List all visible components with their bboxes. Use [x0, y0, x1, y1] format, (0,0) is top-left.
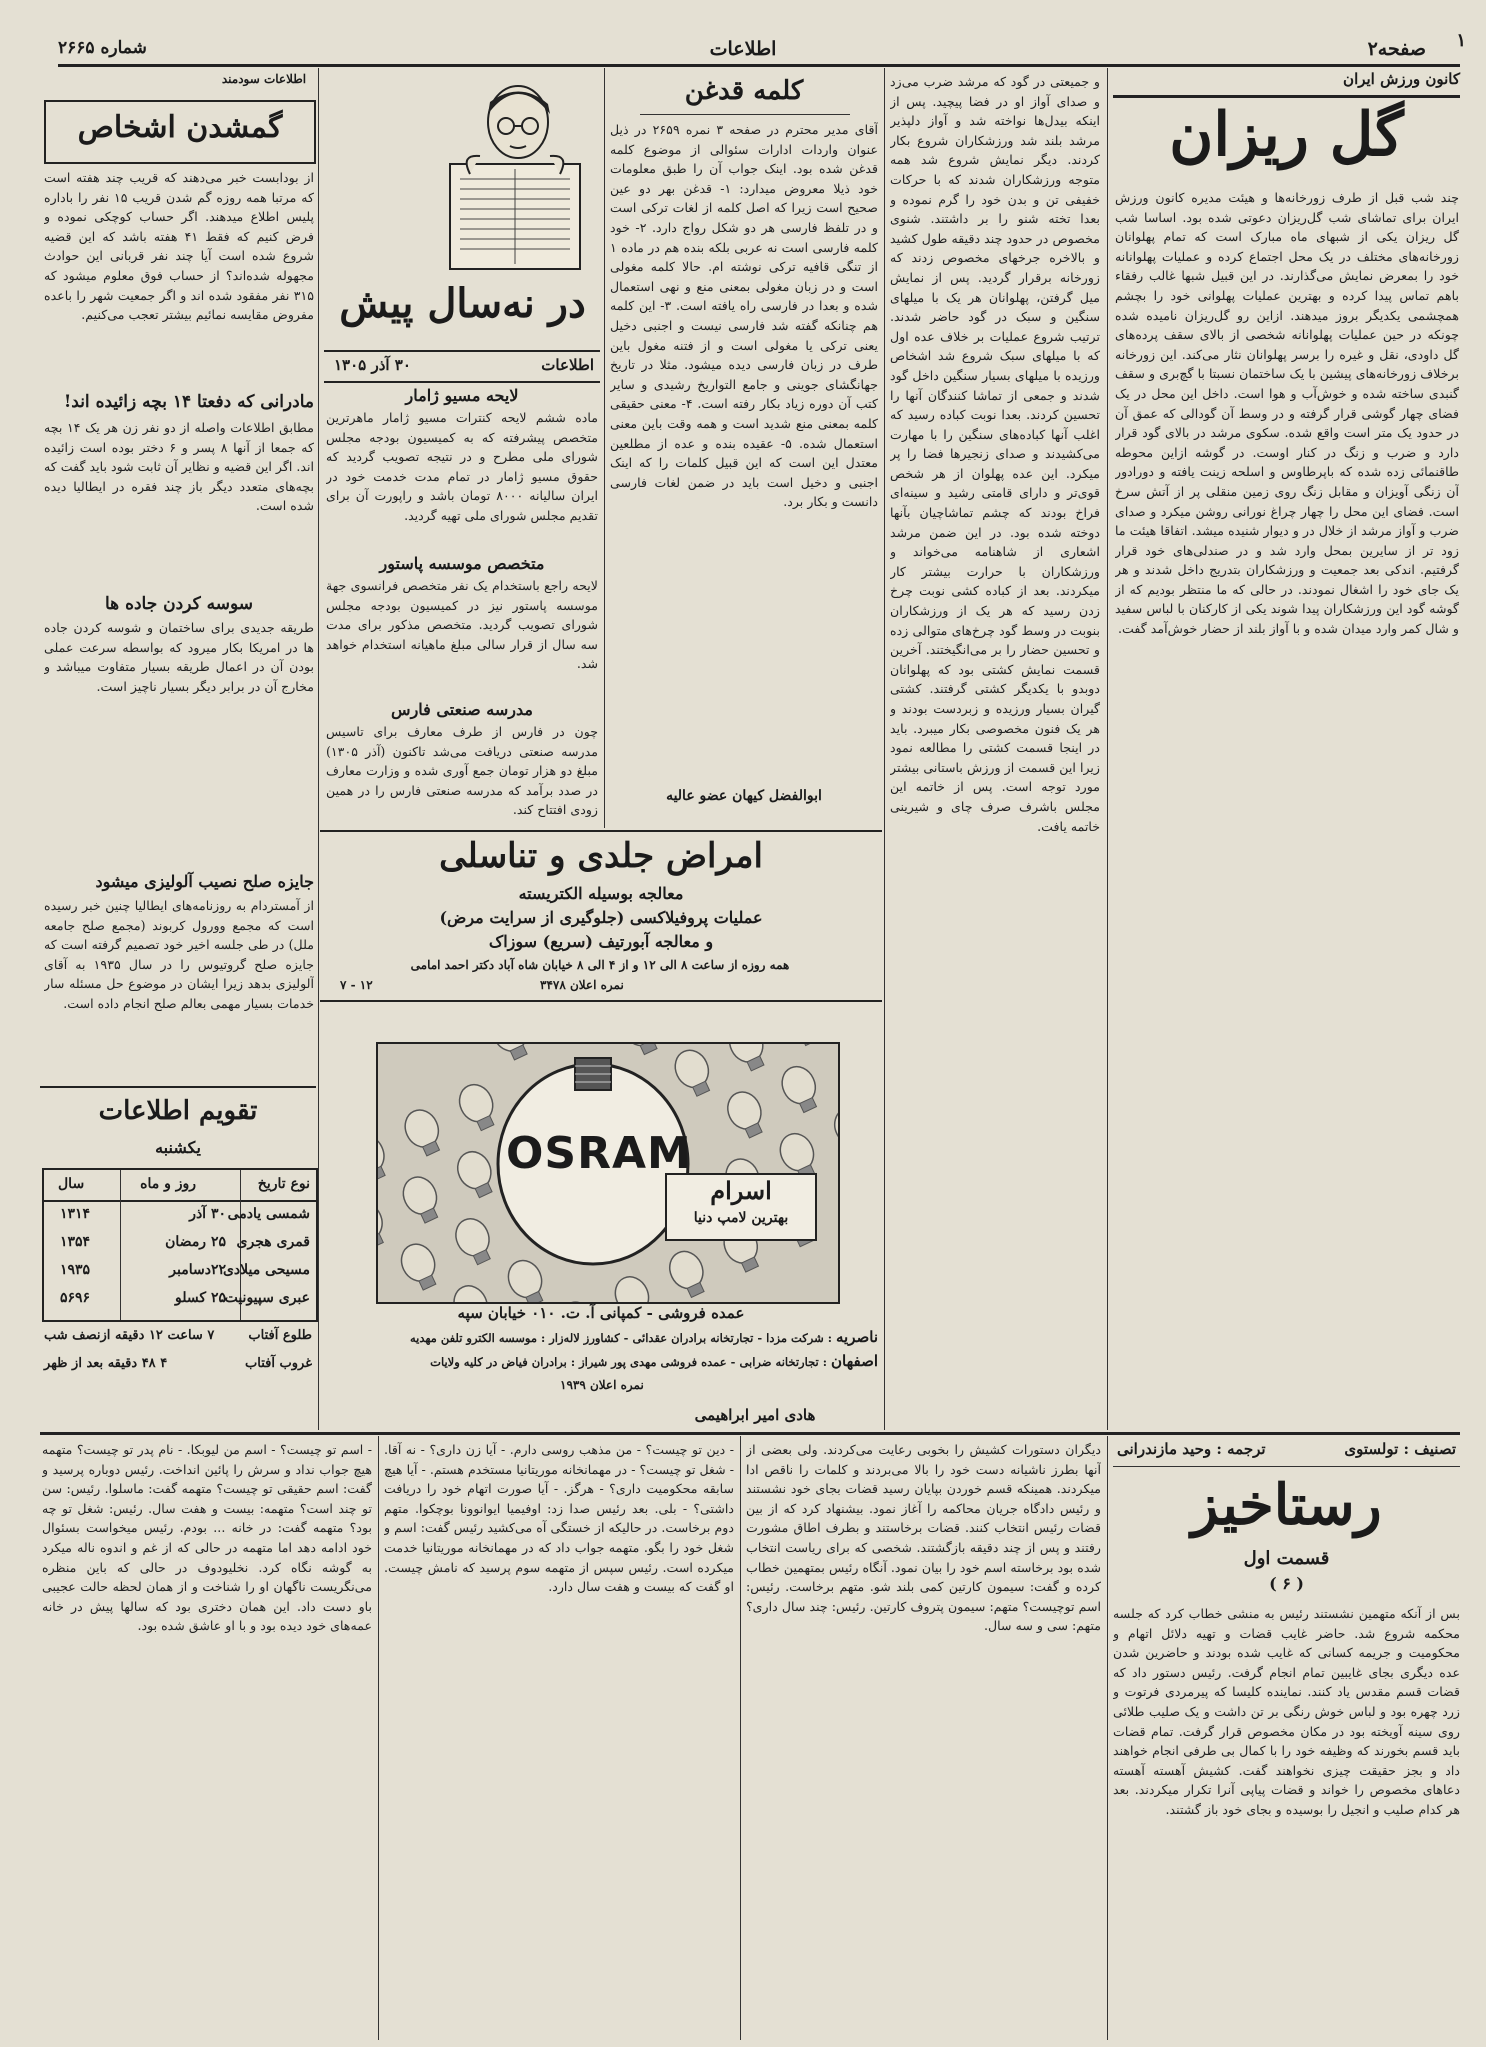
ad-line: همه روزه از ساعت ۸ الی ۱۲ و از ۴ الی ۸ خیابان شاه آباد دکتر احمد امامی	[410, 958, 790, 972]
issue-number: شماره ۲۶۶۵	[58, 38, 147, 58]
article-title: سوسه کردن جاده ها	[105, 594, 253, 614]
calendar-cell: ۲۵ کسلو	[175, 1290, 226, 1306]
story-body: - اسم تو چیست؟ - اسم من لیوبکا. - نام پدر تو چیست؟ متهمه هیچ جواب نداد و سرش را پائین انداخت. رئیس دوباره پرسید و گفت: اسم حقیقی تو چیست؟ متهمه گفت: ماسلوا. رئیس: سن تو چند است؟ متهمه: بیست و هفت سال. رئیس: شغل تو چه بود؟ متهمه گفت: در خانه ... بودم. رئیس میخواست بسئوال خود ادامه دهد اما متهمه در حالی که از غم و اندوه ناله میکرد به گوشه نگاه کرد. نخلیودوف در حالی که باین منظره می‌نگریست ناگهان او را شناخت و از همان لحظه حالت عجیبی باو دست داد. این همان دختری بود که سالها پیش در خانه عمه‌های خود دیده بود و با او عاشق شده بود.	[42, 1442, 372, 1634]
paper-name: اطلاعات	[709, 38, 777, 60]
column-rule	[318, 68, 319, 1430]
credits-rule	[1113, 1466, 1460, 1467]
osram-logo: OSRAM	[506, 1128, 692, 1179]
story-body: - دین تو چیست؟ - من مذهب روسی دارم. - آیا زن داری؟ - نه آقا. - شغل تو چیست؟ - در مهمانخانه موریتانیا مستخدم هستم. - آیا هیچ سابقه محکومیت داری؟ - هرگز. - آیا صورت اتهام خود را دریافت داشتی؟ - بلی. بعد رئیس صدا زد: اوفیمیا ایوانوونا بوچکوا. متهم دوم برخاست. در حالیکه از خستگی آه می‌کشید رئیس گفت: اسم و شغل خود را بگو. متهمه جواب داد که در مهمانخانه موریتانیا خدمت میکرده است. رئیس سپس از متهمه سوم پرسید که نامش چیست. او گفت که بیست و هفت سال دارد.	[384, 1442, 734, 1595]
page-corner-number: ۱	[1456, 30, 1466, 51]
calendar-cell: شمسی یادمی	[227, 1206, 310, 1222]
calendar-cell: ۵۶۹۶	[60, 1290, 91, 1306]
story-author: تصنیف : تولستوی	[1344, 1440, 1456, 1458]
sunset-row	[42, 1354, 314, 1378]
ad-rule-top	[320, 830, 882, 832]
story-part: قسمت اول	[1243, 1548, 1330, 1569]
subheading: مدرسه صنعتی فارس	[391, 700, 533, 719]
article-body: چون در فارس از طرف معارف برای تاسیس مدرسه صنعتی دریافت می‌شد تاکنون (آذر ۱۳۰۵) مبلغ دو هزار تومان جمع آوری شده و وزارت معارف در صدد برآمد که مدرسه صنعتی فارس را در همین زودی افتتاح کند.	[326, 724, 598, 818]
subheading: لایحه مسیو ژامار	[405, 386, 519, 405]
ad-title: امراض جلدی و تناسلی	[439, 836, 763, 876]
sunrise-value: ۷ ساعت ۱۲ دقیقه ازنصف شب	[44, 1328, 215, 1343]
calendar-header-type: نوع تاریخ	[257, 1176, 310, 1192]
ad-city-label: ناصریه	[836, 1328, 878, 1346]
osram-slogan: بهترین لامپ دنیا	[693, 1210, 789, 1226]
article-gol-rizan-continued: و جمیعتی در گود که مرشد ضرب می‌زد و صدای آواز او در فضا پیچید. پس از اینکه بیدل‌ها نواخته شد و آواز دلپذیر مرشد بلند شد ورزشکاران شروع بکار کردند. دیگر نمایش شروع شد همه متوجه ورزشکاران شدند که با حرکات خفیفی تن و بدن خود را گرم نموده و بعدا تخته شنو را بر داشتند. شنوی مخصوص در حدود چند دقیقه طول کشید و بالاخره جرخهای مخصوص زدند که زورخانه برقرار گردید. پس از نمایش میل گرفتن، پهلوانان هر یک با میلهای سنگین و سبک در گود حاضر شدند. ترتیب شروع عملیات بر خلاف عده اول که با میلهای سبک شروع شد اشخاص ورزیده با میلهای بسیار سنگین داخل گود شدند و جمعی از تماشا کنندگان آنها را تحسین کردند. بعدا نوبت کباده رسید که اغلب آنها کباده‌های سنگین را با مهارت می‌کشیدند و صدای زنجیرها فضا را پر میکرد. این عده پهلوان از هر شخص قوی‌تر و دارای قامتی رشید و سینه‌ای فراخ بودند که چشم تماشاچیان بآنها دوخته شده بود. در این ضمن مرشد اشعاری از شاهنامه می‌خواند و ورزشکاران با حرارت بیشتر کار میکردند. بعد از کباده کشی نوبت چرخ زدن رسید که هر یک از ورزشکاران بنوبت در وسط گود چرخ‌های متوالی زده و تحسین حضار را بر می‌انگیختند. آخرین قسمت نمایش کشتی بود که پهلوانان دوبدو با یکدیگر کشتی گرفتند. کشتی گیران بسیار ورزیده و زبردست بودند و هر یک فنون مخصوصی بکار میبرد. باید در اینجا قسمت کشتی را مطالعه نمود زیرا این قسمت از ورزش باستانی بیشتر مورد توجه است. پس از خاتمه این مجلس باشرف صرف چای و شیرینی خاتمه یافت.	[890, 74, 1100, 834]
calendar-title: تقویم اطلاعات	[98, 1096, 258, 1126]
calendar-cell: عبری سپیونیت	[224, 1290, 310, 1306]
article-body: ماده ششم لایحه کنترات مسیو ژامار ماهرترین متخصص پیشرفته که به کمیسیون بودجه مجلس شورای ملی مطرح و در نتیجه تصویب گردید که حقوق مسیو ژامار در تمام مدت خدمت خود در ایران سالیانه ۸۰۰۰ تومان باشد و راپورت آن برای تقدیم مجلس شورای ملی تهیه گردید.	[326, 410, 598, 523]
column-rule	[884, 68, 885, 1430]
article-body: آقای مدیر محترم در صفحه ۳ نمره ۲۶۵۹ در ذیل عنوان واردات ادارات سئوالی از موضوع کلمه قدغن شده بود. اینک جواب آن را طبق معلومات خود ذیلا معروض میدارد: ۱- قدغن بهر دو عین صحیح است زیرا که اصل کلمه از لغات ترکی است و در تلفظ فارسی هر دو شکل رواج دارد. ۲- خود کلمه فارسی است نه عربی بلکه بنده هم در ماده ۱ از تنگی قافیه ترکی نوشته ام. حالا کلمه مغولی است و در زبان مغولی بمعنی منع و نهی استعمال شده و بعدا در فارسی راه یافته است. ۳- این کلمه هم چنانکه گفته شد فارسی نیست و اجنبی دخیل یعنی ترکی یا مغولی است و از فتنه مغول باین طرف در زبان فارسی دیده میشود. مثلا در تاریخ جهانگشای جوینی و جامع التواریخ رشیدی و سایر کتب آن دوره زیاد بکار رفته است. ۴- معنی حقیقی کلمه بمعنی منع شدید است و همه وقت باین معنی استعمال شده. ۵- عقیده بنده و عده از مطلعین معتدل این است که این قبیل کلمات را که اینک اجنبی و دخیل است باید در ضمن لغات فارسی دانست و بکار برد.	[610, 122, 878, 510]
ad-ref: نمره اعلان ۳۴۷۸	[540, 978, 624, 992]
article-title: کلمه قدغن	[684, 76, 804, 106]
ad-line: عمده فروشی - کمپانی آ. ت. ۰۱۰ خیابان سپه	[457, 1304, 745, 1322]
article-title: گل ریزان	[1169, 100, 1404, 170]
calendar-header-day: روز و ماه	[140, 1176, 196, 1192]
article-body: چند شب قبل از طرف زورخانه‌ها و هیئت مدیره کانون ورزش ایران برای تماشای شب گل‌ریزان دعوتی شده بود. اساسا شب گل ریزان یکی از شبهای ماه مبارک است که تمام پهلوانان زورخانه‌های مختلف در یک محل اجتماع کرده و عملیات پهلوانانه خود را بمعرض نمایش می‌گذارند. در این قبیل شبها غالب رفقاء باهم تماس پیدا کرده و بهترین عملیات پهلوانی خود را بچشم همچشمی یکدیگر بروز میدهند. ازاین رو گل‌ریزان نامیده شده چونکه در حین عملیات پهلوانانه شخصی از بالای سقف پرده‌های گل داودی، نقل و غیره را برسر پهلوانان نثار می‌کند. این زورخانه برخلاف زورخانه‌های پیشین با یک ساختمان نسبتا با گچ‌بری و سقف گنبدی ساخته شده و خوش‌آب و هوا است. داخل این محل در یک فضای چهار گوشی قرار گرفته و در وسط آن گودالی که عمق آن در حدود یک متر است واقع شده. سکوی مرشد در بالای گود قرار دارد و ضرب و زنگ در کنار اوست. در گوشه ازاین محوطه طاقنمائی زده شده که باپرطاوس و اسلحه زینت یافته و دورادور آن زنگی آویزان و مقابل زنگ روی زمین منقلی پر از آتش سرخ است. فضای این محل را چهار چراغ نورانی روشن میکرد و صدای ضرب و آواز مرشد از خلال در و دیوار شنیده میشد. اتفاقا هیئت ما زود تر از سایرین بمحل وارد شد و در صندلی‌های خود قرار گرفتیم. اندکی بعد جمعیت و ورزشکاران بتدریج داخل شدند و هر یک جای خود را اشغال نمودند. در حالی که ما منتظر بودیم که از گوشه گود این ورزشکاران پیدا شوند یکی از کارکنان با لباس سفید و شال کمر وارد میدان شده و با آواز بلند از حضار خوش‌آمد گفت.	[1115, 190, 1459, 637]
dateline-date: ۳۰ آذر ۱۳۰۵	[334, 356, 411, 374]
story-translator: ترجمه : وحید مازندرانی	[1117, 1440, 1266, 1458]
story-title: رستاخیز	[1191, 1472, 1382, 1538]
article-body: مطابق اطلاعات واصله از دو نفر زن هر یک ۱۴ بچه که جمعا از آنها ۸ پسر و ۶ دختر بوده است زائیده اند. اگر این قضیه و نظایر آن ثابت شود باید گفت که بچه‌های متعدد دیگر باز چند فقره در ایطالیا دیده شده است.	[44, 420, 314, 514]
sunset-value: ۴ ۴۸ دقیقه بعد از ظهر	[44, 1356, 168, 1371]
calendar-row	[44, 1230, 316, 1258]
article-body: لایحه راجع باستخدام یک نفر متخصص فرانسوی جهة موسسه پاستور نیز در کمیسیون بودجه مجلس شورای تصویب گردید. متخصص مذکور برای مدت سه سال از قرار سالی مبلغ ماهیانه استخدام خواهد شد.	[326, 578, 598, 672]
dateline-rule-top	[324, 350, 600, 352]
calendar-cell: مسیحی میلادی	[222, 1262, 310, 1278]
ad-city-label: اصفهان	[831, 1352, 878, 1370]
story-body: بس از آنکه متهمین نشستند رئیس به منشی خطاب کرد که جلسه محکمه شروع شد. حاضر غایب قضات و تهیه دلائل اتهام و محکومیت و جریمه کسانی که غایب شده بودند و حاضرین شدن عده دیگری بجای غایبین تمام انجام گرفت. رئیس دستور داد که قضات قسم مقدس یاد کنند. نماینده کلیسا که پیرمردی فرتوت و زرد چهره بود و لباس خوش رنگی بر تن داشت و یک صلیب طلائی روی سینه آویخته بود در مکان مخصوص قرار گرفت. تمام قضات باید قسم بخورند که وظیفه خود را با کمال بی طرفی انجام خواهند داد و بجز حقیقت چیزی نخواهند گفت. کشیش آهسته آهسته دعاهای مخصوص را خواند و قضات پیاپی آنرا تکرار میکردند. بعد هر کدام صلیب و انجیل را بوسیده و بجای خود باز گشتند.	[1113, 1606, 1460, 1817]
sunset-label: غروب آفتاب	[245, 1356, 312, 1371]
ad-line: معالجه بوسیله الکتریسته	[518, 884, 684, 903]
calendar-row	[44, 1258, 316, 1286]
story-rule-top	[40, 1432, 1460, 1435]
column-rule	[740, 1436, 741, 2040]
article-body: از آمستردام به روزنامه‌های ایطالیا چنین خبر رسیده است که مجمع وورول کربوند (مجمع صلح جامعه ملل) در طی جلسه اخیر خود تصمیم گرفته است که جایزه صلح گروتیوس را در سال ۱۹۳۵ به آقای آلولیزی بدهد زیرا ایشان در موضوع حل مسئله سار خدمات بسیار مهمی بعالم صلح انجام داده است.	[44, 898, 314, 1011]
calendar-row	[44, 1202, 316, 1230]
calendar-row	[44, 1286, 316, 1314]
calendar-rule-top	[40, 1086, 316, 1088]
ad-rule-bottom	[320, 1000, 882, 1002]
column-rule	[1107, 1436, 1108, 2040]
section-label: اطلاعات سودمند	[221, 72, 307, 86]
article-body: طریقه جدیدی برای ساختمان و شوسه کردن جاده ها در امریکا بکار میرود که بواسطه سرعت عملی بودن آن در اعمال طریقه بسیار متفاوت میباشد و مخارج آن در برابر دیگر بسیار ناچیز است.	[44, 620, 314, 694]
sunrise-label: طلوع آفتاب	[248, 1328, 312, 1343]
article-title: در نه‌سال پیش	[339, 280, 586, 327]
ad-line: عملیات پروفیلاکسی (جلوگیری از سرایت مرض)	[439, 908, 763, 927]
title-rule	[640, 114, 850, 115]
ad-line	[326, 1328, 878, 1346]
article-signature: ابوالفضل کیهان عضو عالیه	[666, 788, 822, 804]
ad-line	[326, 1352, 878, 1370]
calendar-cell: ۲۵ رمضان	[165, 1234, 226, 1250]
calendar-cell: قمری هجری	[236, 1234, 310, 1250]
dateline-paper: اطلاعات	[541, 356, 594, 374]
story-credits	[1113, 1438, 1460, 1464]
ad-line: و معالجه آبورتیف (سریع) سوزاک	[488, 932, 714, 951]
column-rule	[604, 68, 605, 828]
dateline	[324, 354, 600, 378]
ad-line-text: : تجارتخانه ضرابی - عمده فروشی مهدی پور شیراز : برادران فیاض در کلیه ولایات	[430, 1355, 827, 1369]
column-rule	[378, 1436, 379, 2040]
ad-line-text: : شرکت مزدا - تجارتخانه برادران عقدائی - کشاورز لاله‌زار : موسسه الکترو تلفن مهدیه	[409, 1331, 832, 1345]
sunrise-row	[42, 1326, 314, 1350]
calendar-cell: ۱۳۵۴	[60, 1234, 91, 1250]
article-body: از بودابست خبر می‌دهند که قریب چند هفته است که مرتبا همه روزه گم شدن قریب ۱۵ نفر را باداره پلیس اطلاع میدهند. اگر حساب کوچکی نموده و فرض کنیم که فقط ۴۱ هفته باشد که این قضیه شروع شده است آیا چند نفر قربانی این حوادث مجهوله شده‌اند؟ از حساب فوق معلوم میشود که ۳۱۵ نفر مفقود شده اند و اگر جمعیت شهر را باعده مفروض مقایسه نمائیم بیشتر تعجب می‌کنیم.	[44, 170, 314, 323]
article-title: گمشدن اشخاص	[77, 110, 283, 145]
article-title: جایزه صلح نصیب آلولیزی میشود	[95, 872, 314, 891]
ad-ref: نمره اعلان ۱۹۳۹	[560, 1378, 644, 1392]
article-title: مادرانی که دفعتا ۱۴ بچه زائیده اند!	[63, 392, 314, 412]
ad-ref2: ۱۲ - ۷	[340, 978, 373, 992]
section-label: کانون ورزش ایران	[1343, 70, 1460, 88]
calendar-table	[42, 1168, 318, 1322]
column-rule	[1107, 68, 1108, 1430]
calendar-cell: ۱۳۱۴	[60, 1206, 91, 1222]
calendar-header-row	[44, 1170, 316, 1202]
section-rule	[1113, 95, 1460, 98]
calendar-cell: ۲۲دسامبر	[169, 1262, 226, 1278]
osram-persian-brand: اسرام	[710, 1176, 772, 1205]
dateline-rule-bottom	[324, 381, 600, 383]
calendar-cell: ۳۰ آذر	[189, 1206, 226, 1222]
calendar-header-year: سال	[58, 1176, 85, 1192]
title-box	[44, 100, 316, 164]
masthead-rule	[58, 64, 1460, 67]
article-signature: هادی امیر ابراهیمی	[694, 1406, 816, 1424]
newspaper-reader-illustration	[440, 74, 590, 274]
page-label: صفحه۲	[1367, 38, 1426, 60]
story-part-number: ( ۶ )	[1269, 1574, 1304, 1593]
subheading: متخصص موسسه پاستور	[379, 554, 545, 573]
calendar-cell: ۱۹۳۵	[60, 1262, 91, 1278]
osram-ad-box	[376, 1042, 840, 1304]
calendar-weekday: یکشنبه	[155, 1138, 201, 1157]
story-body: دیگران دستورات کشیش را بخوبی رعایت می‌کردند. ولی بعضی از آنها بطرز ناشیانه دست خود را بالا می‌بردند و کلمات را ناقص ادا میکردند. همینکه قسم خوردن بپایان رسید قضات بجای خود نشستند و رئیس دادگاه جریان محاکمه را آغاز نمود. بیشنهاد کرد که از بین قضات رئیس انتخاب کنند. قضات برخاستند و بطرف اطاق مشورت رفتند و پس از چند دقیقه بازگشتند. شخصی که برای ریاست انتخاب شده بود برخاسته اسم خود را بیان نمود. آنگاه رئیس بمتهمین خطاب کرده و گفت: سیمون کارتین کمی بلند شو. متهم برخاست. رئیس: اسم توچیست؟ متهم: سیمون پتروف کارتین. رئیس: چند سال داری؟ متهم: سی و سه سال.	[746, 1442, 1101, 1634]
